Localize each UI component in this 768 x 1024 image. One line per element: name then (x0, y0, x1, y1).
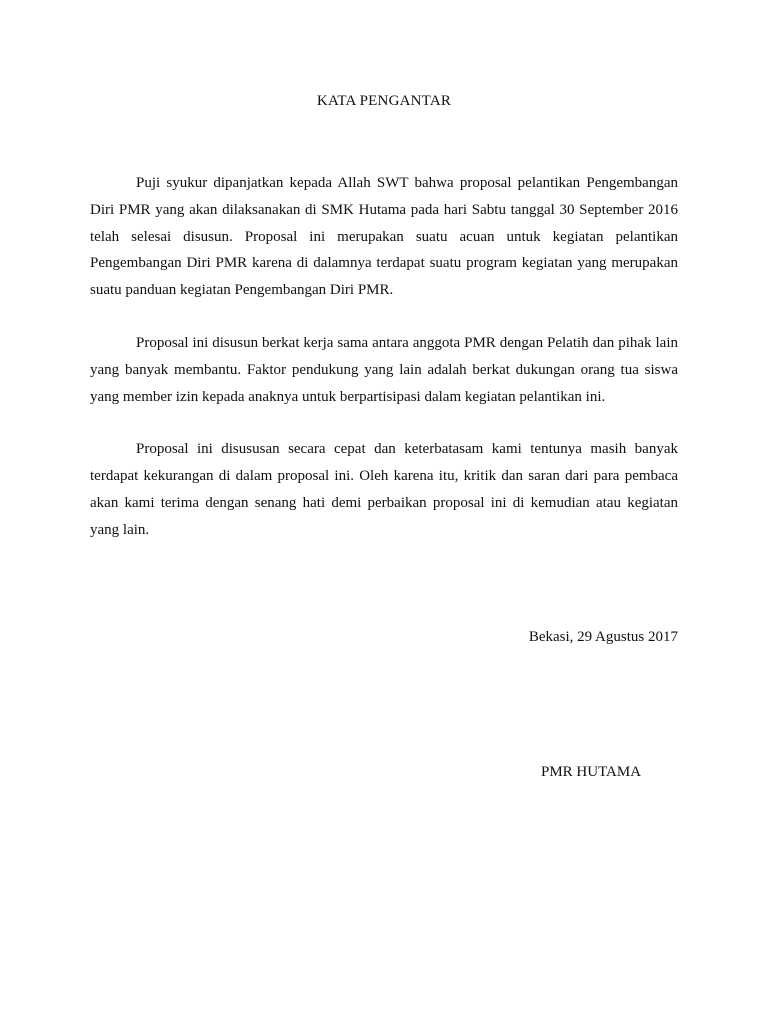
paragraph-2: Proposal ini disusun berkat kerja sama antara anggota PMR dengan Pelatih dan pihak lain yang banyak membantu. Faktor pendukung yang lain adalah berkat dukungan orang tua siswa yang member izin kepada anaknya untuk berpartisipasi dalam kegiatan pelantikan ini. (90, 334, 678, 405)
place-date: Bekasi, 29 Agustus 2017 (528, 629, 678, 645)
paragraph-1: Puji syukur dipanjatkan kepada Allah SWT bahwa proposal pelantikan Pengembangan Diri PMR yang akan dilaksanakan di SMK Hutama pada hari Sabtu tanggal 30 September 2016 telah selesai disusun. Proposal ini merupakan suatu acuan untuk kegiatan pelantikan Pengembangan Diri PMR karena di dalamnya terdapat suatu program kegiatan yang merupakan suatu panduan kegiatan Pengembangan Diri PMR. (90, 175, 678, 299)
body-text (90, 170, 678, 544)
signatory-name: PMR HUTAMA (541, 764, 642, 780)
paragraph-3: Proposal ini disususan secara cepat dan keterbatasam kami tentunya masih banyak terdapat kekurangan di dalam proposal ini. Oleh karena itu, kritik dan saran dari para pembaca akan kami terima dengan senang hati demi perbaikan proposal ini di kemudian atau kegiatan yang lain. (90, 441, 678, 538)
page-title: KATA PENGANTAR (316, 93, 452, 109)
